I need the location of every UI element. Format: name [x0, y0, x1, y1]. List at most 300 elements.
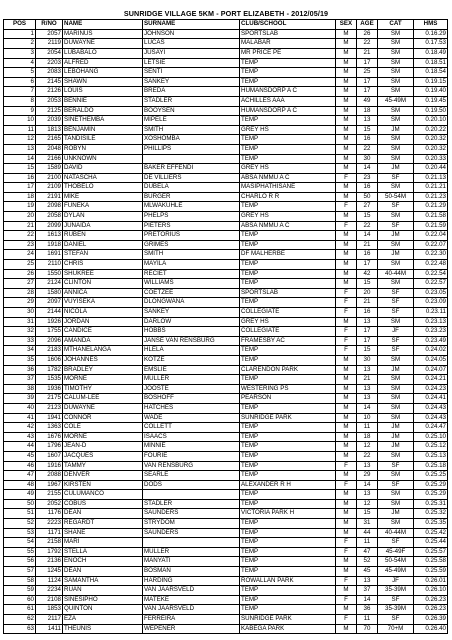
cat-cell: SM [378, 116, 414, 126]
header-sex: SEX [336, 20, 357, 30]
name-cell: REGARDT [63, 519, 143, 529]
cat-cell: JM [378, 125, 414, 135]
cat-cell: SF [378, 538, 414, 548]
surname-cell: MLWAKUHLE [143, 202, 240, 212]
sex-cell: M [336, 403, 357, 413]
pos-cell: 53 [4, 528, 36, 538]
hms-cell: 0.25.44 [414, 538, 448, 548]
age-cell: 22 [357, 39, 378, 49]
cat-cell: SM [378, 183, 414, 193]
rno-cell: 1918 [36, 240, 63, 250]
surname-cell: WEPENER [143, 624, 240, 634]
club-cell: TEMP [240, 557, 336, 567]
rno-cell: 2145 [36, 77, 63, 87]
club-cell: TEMP [240, 202, 336, 212]
surname-cell: WADE [143, 413, 240, 423]
pos-cell: 13 [4, 144, 36, 154]
rno-cell: 1853 [36, 605, 63, 615]
name-cell: CALUM-LEE [63, 394, 143, 404]
cat-cell: JM [378, 250, 414, 260]
surname-cell: DODS [143, 480, 240, 490]
cat-cell: SM [378, 144, 414, 154]
pos-cell: 47 [4, 471, 36, 481]
table-row [4, 39, 448, 49]
club-cell: SPORTSLAB [240, 288, 336, 298]
surname-cell: MANYATI [143, 557, 240, 567]
sex-cell: M [336, 394, 357, 404]
rno-cell: 2166 [36, 154, 63, 164]
club-cell: HUMANSDORP A C [240, 87, 336, 97]
pos-cell: 12 [4, 135, 36, 145]
pos-cell: 48 [4, 480, 36, 490]
age-cell: 30 [357, 355, 378, 365]
name-cell: AMANDA [63, 336, 143, 346]
pos-cell: 2 [4, 39, 36, 49]
pos-cell: 8 [4, 96, 36, 106]
club-cell: TEMP [240, 605, 336, 615]
age-cell: 18 [357, 432, 378, 442]
cat-cell: SF [378, 615, 414, 625]
sex-cell: M [336, 154, 357, 164]
hms-cell: 0.19.50 [414, 106, 448, 116]
age-cell: 13 [357, 461, 378, 471]
pos-cell: 26 [4, 269, 36, 279]
club-cell: GREY HS [240, 317, 336, 327]
club-cell: GREY HS [240, 212, 336, 222]
results-table [3, 19, 448, 634]
age-cell: 26 [357, 29, 378, 39]
table-row [4, 154, 448, 164]
hms-cell: 0.25.57 [414, 547, 448, 557]
table-row [4, 279, 448, 289]
surname-cell: SANKEY [143, 77, 240, 87]
club-cell: TEMP [240, 240, 336, 250]
pos-cell: 58 [4, 576, 36, 586]
rno-cell: 2155 [36, 490, 63, 500]
surname-cell: LETSIE [143, 58, 240, 68]
pos-cell: 42 [4, 423, 36, 433]
sex-cell: M [336, 442, 357, 452]
name-cell: JACQUES [63, 451, 143, 461]
rno-cell: 1589 [36, 164, 63, 174]
hms-cell: 0.25.25 [414, 471, 448, 481]
pos-cell: 40 [4, 403, 36, 413]
hms-cell: 0.23.11 [414, 308, 448, 318]
surname-cell: SAUNDERS [143, 509, 240, 519]
rno-cell: 1782 [36, 365, 63, 375]
sex-cell: M [336, 499, 357, 509]
cat-cell: SM [378, 260, 414, 270]
hms-cell: 0.25.12 [414, 442, 448, 452]
name-cell: DENVER [63, 471, 143, 481]
pos-cell: 34 [4, 346, 36, 356]
sex-cell: F [336, 288, 357, 298]
hms-cell: 0.18.51 [414, 58, 448, 68]
table-row [4, 394, 448, 404]
name-cell: MIKE [63, 192, 143, 202]
pos-cell: 20 [4, 212, 36, 222]
club-cell: SUNRIDGE PARK [240, 615, 336, 625]
table-row [4, 461, 448, 471]
hms-cell: 0.25.29 [414, 490, 448, 500]
hms-cell: 0.21.29 [414, 202, 448, 212]
sex-cell: M [336, 116, 357, 126]
pos-cell: 10 [4, 116, 36, 126]
sex-cell: M [336, 39, 357, 49]
name-cell: DANIEL [63, 240, 143, 250]
surname-cell: STADLER [143, 96, 240, 106]
surname-cell: PHELPS [143, 212, 240, 222]
sex-cell: M [336, 77, 357, 87]
hms-cell: 0.25.29 [414, 480, 448, 490]
name-cell: MARINUS [63, 29, 143, 39]
sex-cell: F [336, 202, 357, 212]
club-cell: TEMP [240, 269, 336, 279]
age-cell: 21 [357, 48, 378, 58]
pos-cell: 23 [4, 240, 36, 250]
club-cell: SUNRIDGE PARK [240, 413, 336, 423]
age-cell: 47 [357, 547, 378, 557]
cat-cell: SF [378, 221, 414, 231]
name-cell: NATASCHA [63, 173, 143, 183]
rno-cell: 2124 [36, 279, 63, 289]
sex-cell: M [336, 87, 357, 97]
club-cell: TEMP [240, 423, 336, 433]
cat-cell: SM [378, 48, 414, 58]
table-row [4, 221, 448, 231]
cat-cell: 35-39M [378, 605, 414, 615]
table-row [4, 365, 448, 375]
table-row [4, 605, 448, 615]
age-cell: 14 [357, 164, 378, 174]
table-row [4, 212, 448, 222]
table-row [4, 595, 448, 605]
pos-cell: 29 [4, 298, 36, 308]
club-cell: WESTERING PS [240, 384, 336, 394]
table-row [4, 471, 448, 481]
table-row [4, 116, 448, 126]
name-cell: CHRIS [63, 260, 143, 270]
surname-cell: JOOSTE [143, 384, 240, 394]
cat-cell: SM [378, 384, 414, 394]
surname-cell: HLELA [143, 346, 240, 356]
table-row [4, 547, 448, 557]
sex-cell: M [336, 605, 357, 615]
club-cell: COLLEGIATE [240, 327, 336, 337]
cat-cell: SM [378, 212, 414, 222]
cat-cell: JM [378, 164, 414, 174]
sex-cell: F [336, 576, 357, 586]
club-cell: ALEXANDER R H [240, 480, 336, 490]
table-row [4, 77, 448, 87]
pos-cell: 28 [4, 288, 36, 298]
name-cell: SINESIPHO [63, 595, 143, 605]
rno-cell: 2048 [36, 144, 63, 154]
age-cell: 13 [357, 384, 378, 394]
name-cell: SHUKREE [63, 269, 143, 279]
cat-cell: SM [378, 519, 414, 529]
sex-cell: M [336, 58, 357, 68]
header-row [4, 20, 448, 30]
age-cell: 36 [357, 605, 378, 615]
name-cell: DUWAYNE [63, 39, 143, 49]
name-cell: SHAWN [63, 77, 143, 87]
sex-cell: F [336, 221, 357, 231]
name-cell: FUNEKA [63, 202, 143, 212]
surname-cell: MATEKE [143, 595, 240, 605]
name-cell: DYLAN [63, 212, 143, 222]
sex-cell: M [336, 355, 357, 365]
table-row [4, 183, 448, 193]
club-cell: TEMP [240, 144, 336, 154]
sex-cell: F [336, 538, 357, 548]
table-row [4, 298, 448, 308]
table-row [4, 423, 448, 433]
hms-cell: 0.18.54 [414, 68, 448, 78]
rno-cell: 1926 [36, 317, 63, 327]
name-cell: MARI [63, 538, 143, 548]
hms-cell: 0.25.13 [414, 451, 448, 461]
age-cell: 17 [357, 336, 378, 346]
hms-cell: 0.24.43 [414, 403, 448, 413]
cat-cell: JM [378, 442, 414, 452]
rno-cell: 2136 [36, 557, 63, 567]
hms-cell: 0.26.23 [414, 605, 448, 615]
sex-cell: M [336, 557, 357, 567]
table-row [4, 432, 448, 442]
surname-cell: FOURIE [143, 451, 240, 461]
age-cell: 13 [357, 394, 378, 404]
name-cell: BENJAMIN [63, 125, 143, 135]
hms-cell: 0.23.09 [414, 298, 448, 308]
name-cell: CONNOR [63, 413, 143, 423]
surname-cell: EMSLIE [143, 365, 240, 375]
pos-cell: 49 [4, 490, 36, 500]
name-cell: RUAN [63, 586, 143, 596]
cat-cell: SF [378, 202, 414, 212]
sex-cell: M [336, 240, 357, 250]
rno-cell: 2191 [36, 192, 63, 202]
rno-cell: 2234 [36, 586, 63, 596]
name-cell: CANDICE [63, 327, 143, 337]
sex-cell: M [336, 365, 357, 375]
club-cell: FRAMESBY AC [240, 336, 336, 346]
pos-cell: 15 [4, 164, 36, 174]
sex-cell: M [336, 164, 357, 174]
age-cell: 17 [357, 87, 378, 97]
cat-cell: SM [378, 499, 414, 509]
cat-cell: SM [378, 135, 414, 145]
cat-cell: SM [378, 375, 414, 385]
sex-cell: M [336, 423, 357, 433]
cat-cell: JF [378, 576, 414, 586]
rno-cell: 2119 [36, 39, 63, 49]
age-cell: 21 [357, 298, 378, 308]
table-row [4, 336, 448, 346]
age-cell: 49 [357, 96, 378, 106]
club-cell: TEMP [240, 451, 336, 461]
pos-cell: 32 [4, 327, 36, 337]
hms-cell: 0.20.10 [414, 116, 448, 126]
name-cell: STEFAN [63, 250, 143, 260]
hms-cell: 0.23.05 [414, 288, 448, 298]
hms-cell: 0.22.48 [414, 260, 448, 270]
cat-cell: SM [378, 451, 414, 461]
sex-cell: M [336, 192, 357, 202]
name-cell: LEBOHANG [63, 68, 143, 78]
name-cell: COBUS [63, 499, 143, 509]
rno-cell: 2126 [36, 87, 63, 97]
name-cell: SAMANTHA [63, 576, 143, 586]
sex-cell: M [336, 260, 357, 270]
pos-cell: 57 [4, 567, 36, 577]
table-row [4, 250, 448, 260]
club-cell: TEMP [240, 375, 336, 385]
surname-cell: RECIET [143, 269, 240, 279]
club-cell: MR PRICE PE [240, 48, 336, 58]
club-cell: TEMP [240, 68, 336, 78]
sex-cell: M [336, 231, 357, 241]
rno-cell: 1936 [36, 384, 63, 394]
name-cell: STELLA [63, 547, 143, 557]
pos-cell: 39 [4, 394, 36, 404]
surname-cell: HARDING [143, 576, 240, 586]
club-cell: TEMP [240, 260, 336, 270]
cat-cell: SM [378, 394, 414, 404]
name-cell: COLE [63, 423, 143, 433]
rno-cell: 2144 [36, 308, 63, 318]
cat-cell: SF [378, 308, 414, 318]
club-cell: TEMP [240, 154, 336, 164]
cat-cell: SM [378, 471, 414, 481]
pos-cell: 5 [4, 68, 36, 78]
age-cell: 22 [357, 144, 378, 154]
sex-cell: M [336, 432, 357, 442]
age-cell: 14 [357, 480, 378, 490]
table-row [4, 68, 448, 78]
pos-cell: 41 [4, 413, 36, 423]
surname-cell: SMITH [143, 125, 240, 135]
hms-cell: 0.26.23 [414, 595, 448, 605]
name-cell: LOUIS [63, 87, 143, 97]
cat-cell: SF [378, 288, 414, 298]
cat-cell: 40-44M [378, 269, 414, 279]
pos-cell: 45 [4, 451, 36, 461]
hms-cell: 0.20.32 [414, 144, 448, 154]
table-row [4, 586, 448, 596]
rno-cell: 2183 [36, 346, 63, 356]
cat-cell: SM [378, 68, 414, 78]
cat-cell: SM [378, 29, 414, 39]
surname-cell: MAYILA [143, 260, 240, 270]
age-cell: 15 [357, 509, 378, 519]
hms-cell: 0.26.39 [414, 615, 448, 625]
age-cell: 12 [357, 499, 378, 509]
rno-cell: 2100 [36, 173, 63, 183]
table-row [4, 317, 448, 327]
pos-cell: 61 [4, 605, 36, 615]
hms-cell: 0.20.44 [414, 164, 448, 174]
hms-cell: 0.24.23 [414, 384, 448, 394]
header-rno: R/NO [36, 20, 63, 30]
table-row [4, 480, 448, 490]
age-cell: 15 [357, 125, 378, 135]
age-cell: 15 [357, 279, 378, 289]
pos-cell: 11 [4, 125, 36, 135]
header-cat: CAT [378, 20, 414, 30]
rno-cell: 1550 [36, 269, 63, 279]
age-cell: 20 [357, 288, 378, 298]
rno-cell: 1941 [36, 413, 63, 423]
surname-cell: HOBBS [143, 327, 240, 337]
cat-cell: SF [378, 461, 414, 471]
age-cell: 37 [357, 586, 378, 596]
name-cell: RUBEN [63, 231, 143, 241]
hms-cell: 0.22.30 [414, 250, 448, 260]
table-row [4, 164, 448, 174]
surname-cell: MINNIE [143, 442, 240, 452]
sex-cell: M [336, 29, 357, 39]
age-cell: 18 [357, 106, 378, 116]
sex-cell: M [336, 106, 357, 116]
surname-cell: SANKEY [143, 308, 240, 318]
table-row [4, 384, 448, 394]
name-cell: ENOCH [63, 557, 143, 567]
pos-cell: 30 [4, 308, 36, 318]
cat-cell: 50-54M [378, 557, 414, 567]
hms-cell: 0.22.07 [414, 240, 448, 250]
header-club: CLUB/SCHOOL [240, 20, 336, 30]
table-row [4, 231, 448, 241]
surname-cell: MULLER [143, 375, 240, 385]
surname-cell: LUCAS [143, 39, 240, 49]
hms-cell: 0.21.59 [414, 221, 448, 231]
club-cell: TEMP [240, 490, 336, 500]
club-cell: TEMP [240, 298, 336, 308]
hms-cell: 0.24.05 [414, 355, 448, 365]
age-cell: 15 [357, 212, 378, 222]
name-cell: BERALDO [63, 106, 143, 116]
rno-cell: 2109 [36, 183, 63, 193]
rno-cell: 2054 [36, 48, 63, 58]
rno-cell: 1176 [36, 509, 63, 519]
table-row [4, 48, 448, 58]
age-cell: 11 [357, 538, 378, 548]
club-cell: TEMP [240, 528, 336, 538]
table-row [4, 442, 448, 452]
cat-cell: SF [378, 336, 414, 346]
surname-cell: DE VILLIERS [143, 173, 240, 183]
name-cell: JORDAN [63, 317, 143, 327]
cat-cell: JM [378, 231, 414, 241]
sex-cell: M [336, 509, 357, 519]
surname-cell: JANSE VAN RENSBURG [143, 336, 240, 346]
rno-cell: 2039 [36, 116, 63, 126]
hms-cell: 0.25.58 [414, 557, 448, 567]
age-cell: 13 [357, 317, 378, 327]
rno-cell: 2053 [36, 96, 63, 106]
rno-cell: 1245 [36, 567, 63, 577]
pos-cell: 9 [4, 106, 36, 116]
name-cell: TANDISILE [63, 135, 143, 145]
club-cell: TEMP [240, 586, 336, 596]
club-cell: PEARSON [240, 394, 336, 404]
hms-cell: 0.19.15 [414, 77, 448, 87]
club-cell: GREY HS [240, 164, 336, 174]
pos-cell: 27 [4, 279, 36, 289]
rno-cell: 2223 [36, 519, 63, 529]
pos-cell: 62 [4, 615, 36, 625]
